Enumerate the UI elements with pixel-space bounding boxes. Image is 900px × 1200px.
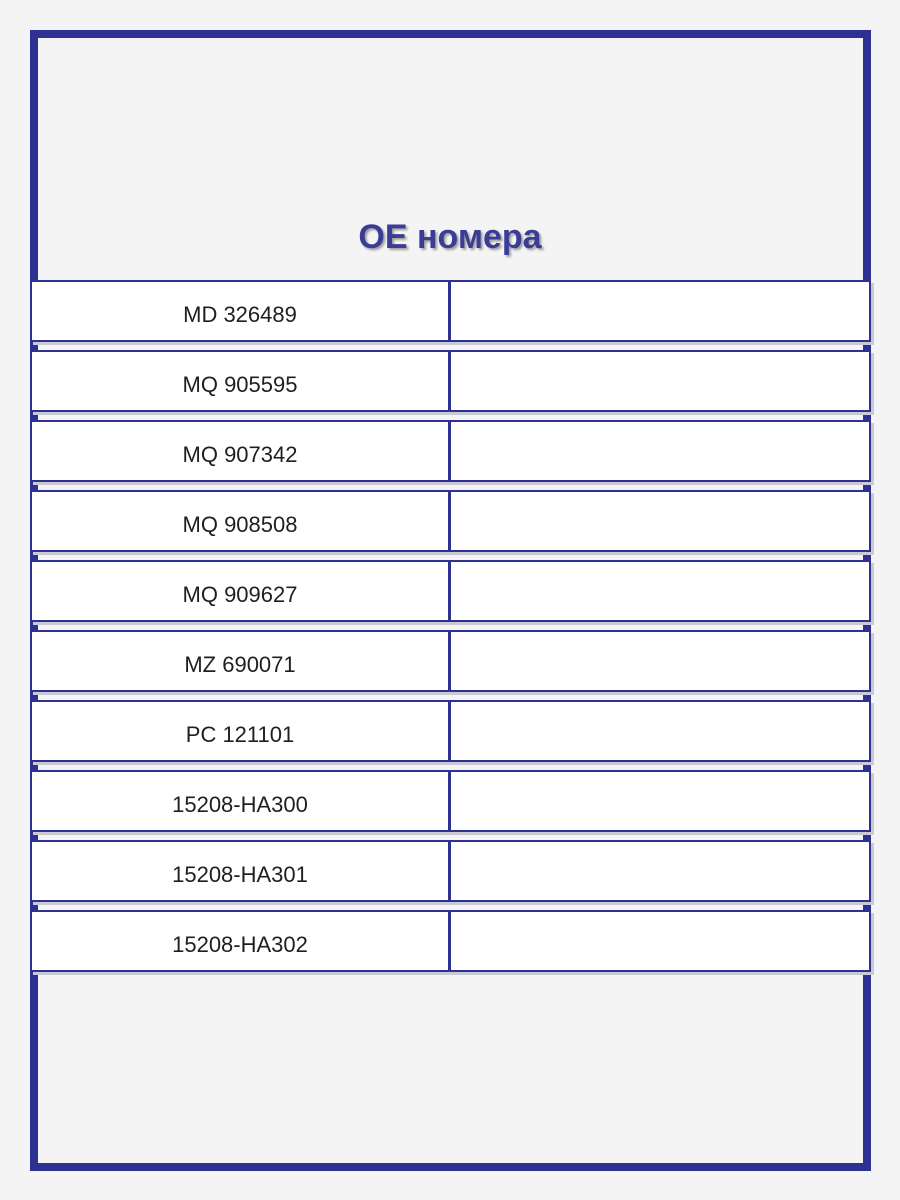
value-cell: [451, 422, 869, 480]
page-title: OE номера: [358, 218, 542, 256]
oe-numbers-table: [30, 280, 871, 980]
table-row: [30, 350, 871, 412]
value-cell: [451, 912, 869, 970]
oe-number-cell: 15208-HA300: [32, 772, 451, 830]
value-cell: [451, 562, 869, 620]
value-cell: [451, 772, 869, 830]
table-row: [30, 420, 871, 482]
table-row: [30, 280, 871, 342]
oe-number-cell: MQ 908508: [32, 492, 451, 550]
table-row: [30, 560, 871, 622]
oe-number-cell: MD 326489: [32, 282, 451, 340]
value-cell: [451, 702, 869, 760]
value-cell: [451, 842, 869, 900]
table-row: [30, 910, 871, 972]
table-row: [30, 630, 871, 692]
table-row: [30, 840, 871, 902]
oe-number-cell: MQ 905595: [32, 352, 451, 410]
table-row: [30, 770, 871, 832]
value-cell: [451, 492, 869, 550]
oe-number-cell: 15208-HA301: [32, 842, 451, 900]
oe-number-cell: MQ 909627: [32, 562, 451, 620]
table-row: [30, 700, 871, 762]
value-cell: [451, 282, 869, 340]
oe-number-cell: MZ 690071: [32, 632, 451, 690]
table-row: [30, 490, 871, 552]
value-cell: [451, 352, 869, 410]
oe-number-cell: 15208-HA302: [32, 912, 451, 970]
oe-number-cell: MQ 907342: [32, 422, 451, 480]
value-cell: [451, 632, 869, 690]
oe-number-cell: PC 121101: [32, 702, 451, 760]
